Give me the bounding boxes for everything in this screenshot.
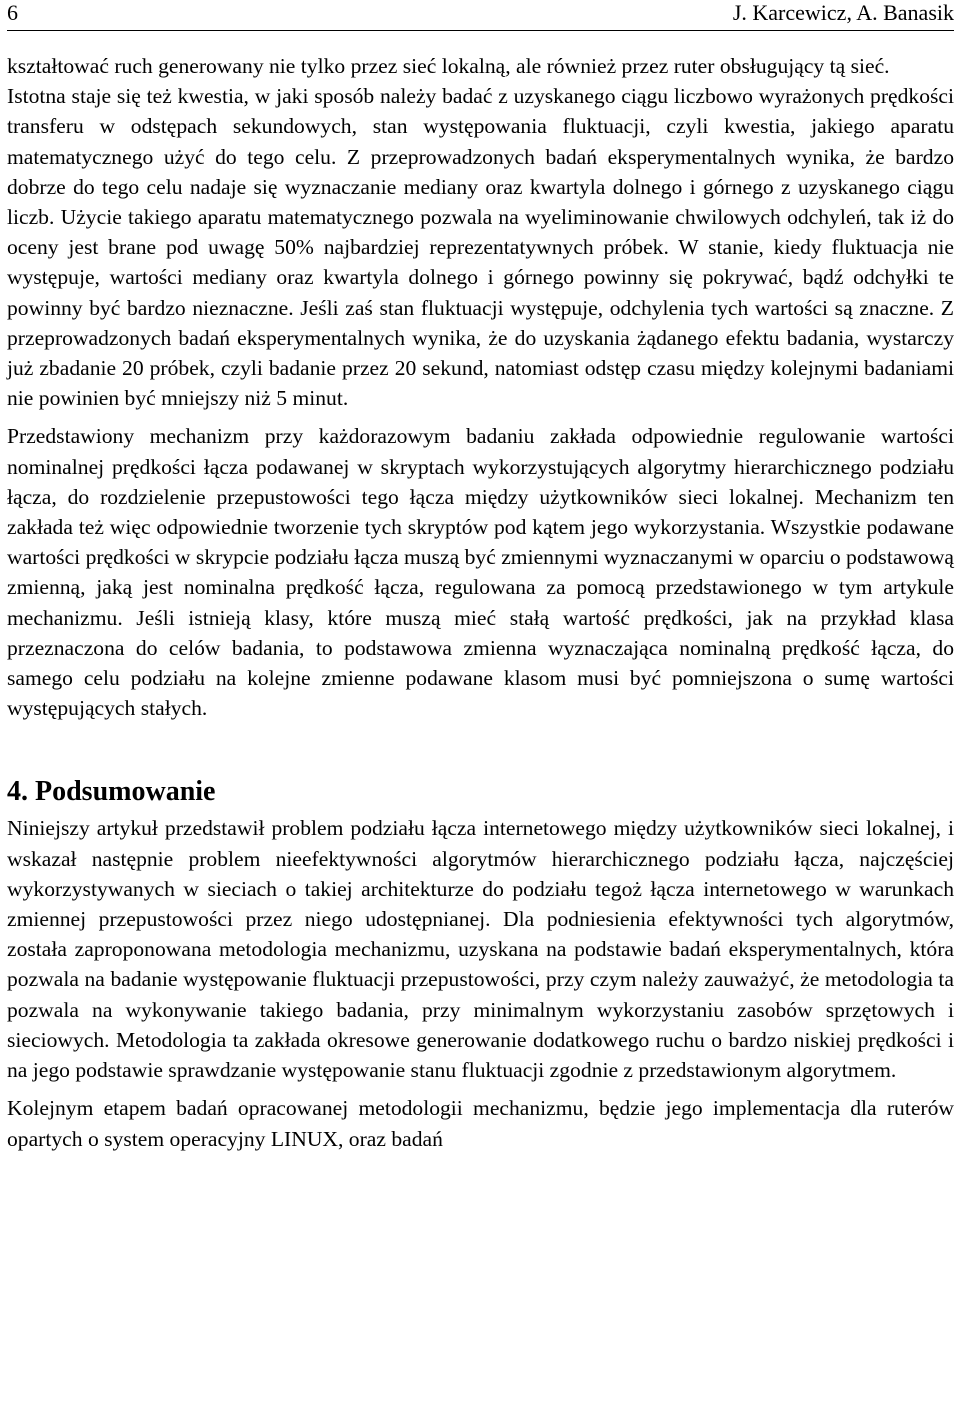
section-heading: 4. Podsumowanie — [7, 776, 216, 808]
running-header-authors: J. Karcewicz, A. Banasik — [732, 0, 954, 25]
document-page — [7, 0, 954, 1154]
body-paragraph: Niniejszy artykuł przedstawił problem podziału łącza internetowego między użytkowników sieci lokalnej, i wskazał następnie problem nieefektywności algorytmów hierarchicznego podziału łącza, najczęściej wykorzystywanych w sieciach o takiej architekturze do podziału tegoż łącza internetowego w warunkach zmiennej przepustowości przez niego udostępnianej. Dla podniesienia efektywności tych algorytmów, została zaproponowana metodologia mechanizmu, uzyskana na podstawie badań eksperymentalnych, która pozwala na badanie występowanie fluktuacji przepustowości, przy czym należy zauważyć, że metodologia ta pozwala na wykonywanie takiego badania, przy minimalnym wykorzystaniu zasobów sprzętowych i sieciowych. Metodologia ta zakłada okresowe generowanie dodatkowego ruchu o bardzo niskiej prędkości i na jego podstawie sprawdzanie występowanie stanu fluktuacji zgodnie z przedstawionym algorytmem. — [7, 816, 954, 1083]
body-paragraph: Istotna staje się też kwestia, w jaki sposób należy badać z uzyskanego ciągu liczbowo wyrażonych prędkości transferu w odstępach sekundowych, stan występowania fluktuacji, czyli kwestia, jakiego aparatu matematycznego użyć do tego celu. Z przeprowadzonych badań eksperymentalnych wynika, że bardzo dobrze do tego celu nadaje się wyznaczanie mediany oraz kwartyla dolnego i górnego z uzyskanego ciągu liczb. Użycie takiego aparatu matematycznego pozwala na wyeliminowanie chwilowych odchyleń, tak iż do oceny jest brane pod uwagę 50% najbardziej reprezentatywnych próbek. W stanie, kiedy fluktuacja nie występuje, wartości mediany oraz kwartyla dolnego i górnego powinny się pokrywać, bądź odchyłki te powinny być bardzo nieznaczne. Jeśli zaś stan fluktuacji występuje, odchylenia tych wartości są znaczne. Z przeprowadzonych badań eksperymentalnych wynika, że do uzyskania żądanego efektu badania, wystarczy już zbadanie 20 próbek, czyli badanie przez 20 sekund, natomiast odstęp czasu między kolejnymi badaniami nie powinien być mniejszy niż 5 minut. — [7, 84, 954, 411]
running-header — [7, 0, 954, 31]
body-paragraph: Kolejnym etapem badań opracowanej metodologii mechanizmu, będzie jego implementacja dla ruterów opartych o system operacyjny LINUX, oraz badań — [7, 1096, 954, 1151]
body-paragraph: Przedstawiony mechanizm przy każdorazowym badaniu zakłada odpowiednie regulowanie wartości nominalnej prędkości łącza podawanej w skryptach wykorzystujących algorytmy hierarchicznego podziału łącza, do rozdzielenie przepustowości tego łącza między użytkowników sieci lokalnej. Mechanizm ten zakłada też więc odpowiednie tworzenie tych skryptów pod kątem jego wykorzystania. Wszystkie podawane wartości prędkości w skrypcie podziału łącza muszą być zmiennymi wyznaczanymi w oparciu o podstawową zmienną, jaką jest nominalna prędkość łącza, regulowana za pomocą przedstawionego w tym artykule mechanizmu. Jeśli istnieją klasy, które muszą mieć stałą wartość prędkości, jak na przykład klasa przeznaczona do celów badania, to podstawowa zmienna wyznaczająca nominalną prędkość łącza, do samego celu podziału na kolejne zmienne podawane klasom musi być pomniejszona o sumę wartości występujących stałych. — [7, 424, 954, 721]
page-number: 6 — [7, 0, 18, 25]
body-paragraph: kształtować ruch generowany nie tylko przez sieć lokalną, ale również przez ruter obsługujący tą sieć. — [7, 54, 890, 78]
